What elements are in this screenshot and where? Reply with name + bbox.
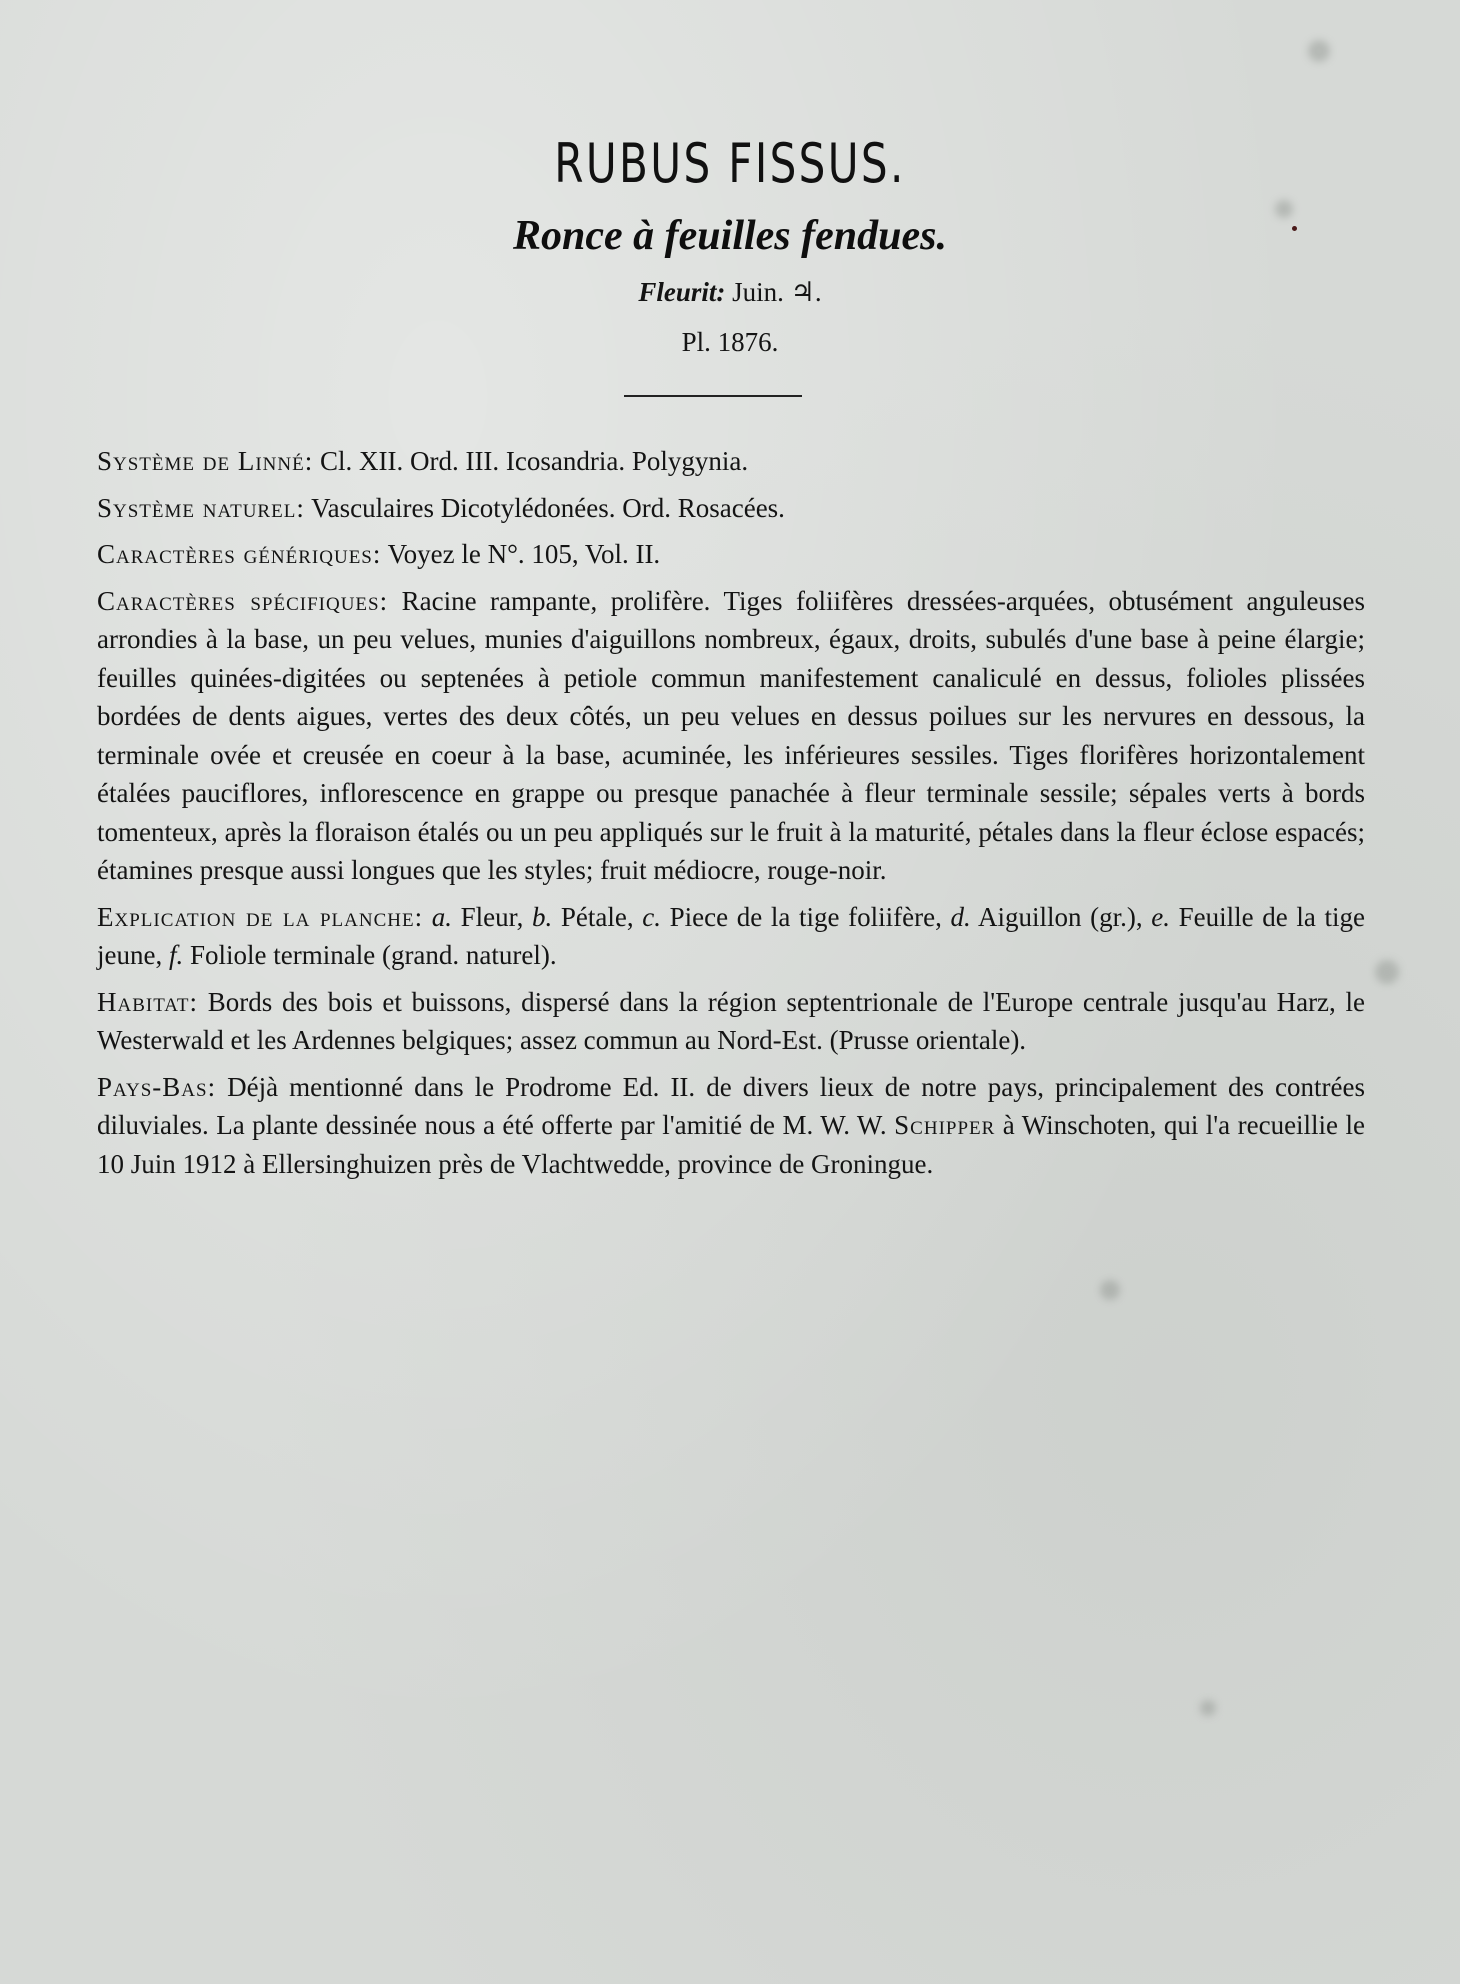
- section-text: à Winschoten, qui l'a recueillie le 10 Juin 1912 à Ellersinghuizen près de Vlachtwedde, province de Groningue.: [97, 1110, 1365, 1179]
- plate-letter: f.: [168, 940, 184, 970]
- plate-item: Pétale,: [552, 901, 643, 932]
- paper-stain: [1200, 1700, 1216, 1716]
- plate-item: Feuille de la tige jeune,: [97, 901, 1366, 970]
- title-divider: [624, 395, 802, 397]
- flowering-line: [0, 277, 1460, 308]
- page-subtitle: Ronce à feuilles fendues.: [513, 213, 947, 259]
- section-label: Pays-Bas:: [97, 1071, 217, 1102]
- section-specifiques: [97, 582, 1365, 890]
- section-text: Bords des bois et buissons, dispersé dans la région septentrionale de l'Europe centrale jusqu'au Harz, le Westerwald et les Ardennes belgiques; assez commun au Nord-Est. (Prusse orientale).: [97, 986, 1365, 1055]
- section-label: Système de Linné:: [97, 446, 314, 476]
- plate-item: Fleur,: [452, 901, 532, 932]
- plate-number: Pl. 1876.: [681, 327, 779, 357]
- section-text: Racine rampante, prolifère. Tiges foliifères dressées-arquées, obtusément anguleuses arrondies à la base, un peu velues, munies d'aiguillons nombreux, égaux, droits, subulés d'une base à peine élargie; feuilles quinées-digitées ou septenées à petiole commun manifestement canaliculé en dessus, folioles plissées bordées de dents aigues, vertes des deux côtés, un peu velues en dessus poilues sur les nervures en dessous, la terminale ovée et creusée en coeur à la base, acuminée, les inférieures sessiles. Tiges florifères horizontalement étalées pauciflores, inflorescence en grappe ou presque panachée à fleur terminale sessile; sépales verts à bords tomenteux, après la floraison étalés ou un peu appliqués sur le fruit à la maturité, pétales dans la fleur éclose espacés; étamines presque aussi longues que les styles; fruit médiocre, rouge-noir.: [97, 585, 1365, 885]
- section-text: Vasculaires Dicotylédonées. Ord. Rosacées.: [304, 492, 785, 523]
- paper-stain: [1375, 960, 1399, 984]
- section-linne: [97, 442, 1365, 481]
- paper-stain: [1100, 1280, 1120, 1300]
- section-label: Système naturel:: [97, 492, 305, 523]
- flowering-value: Juin. ♃.: [732, 277, 822, 307]
- plate-item: Aiguillon (gr.),: [970, 901, 1152, 932]
- plate-letter: e.: [1151, 901, 1170, 932]
- section-label: Explication de la planche:: [97, 901, 424, 932]
- section-generiques: [97, 535, 1365, 574]
- section-label: Caractères spécifiques:: [97, 585, 389, 616]
- plate-letter: b.: [531, 901, 553, 932]
- collector-name: Schipper: [894, 1110, 996, 1140]
- plate-letter: c.: [642, 901, 661, 932]
- plate-item: Piece de la tige foliifère,: [661, 901, 951, 932]
- description-body: [97, 442, 1365, 1191]
- paper-stain: [1308, 40, 1330, 62]
- page-title: RUBUS FISSUS.: [554, 132, 906, 195]
- section-label: Caractères génériques:: [97, 539, 382, 569]
- plate-item: Foliole terminale (grand. naturel).: [183, 940, 557, 970]
- plate-letter: a.: [431, 901, 453, 932]
- section-habitat: [97, 983, 1365, 1060]
- section-explication: [97, 898, 1365, 975]
- flowering-label: Fleurit:: [638, 277, 726, 307]
- section-label: Habitat:: [97, 986, 199, 1017]
- section-text: Cl. XII. Ord. III. Icosandria. Polygynia.: [313, 446, 749, 476]
- section-text: Voyez le N°. 105, Vol. II.: [381, 539, 661, 569]
- plate-letter: d.: [950, 901, 971, 932]
- section-text: Déjà mentionné dans le Prodrome Ed. II. de divers lieux de notre pays, principalement des contrées diluviales. La plante dessinée nous a été offerte par l'amitié de M. W. W.: [97, 1071, 1365, 1140]
- section-paysbas: [97, 1068, 1365, 1184]
- section-naturel: [97, 489, 1365, 528]
